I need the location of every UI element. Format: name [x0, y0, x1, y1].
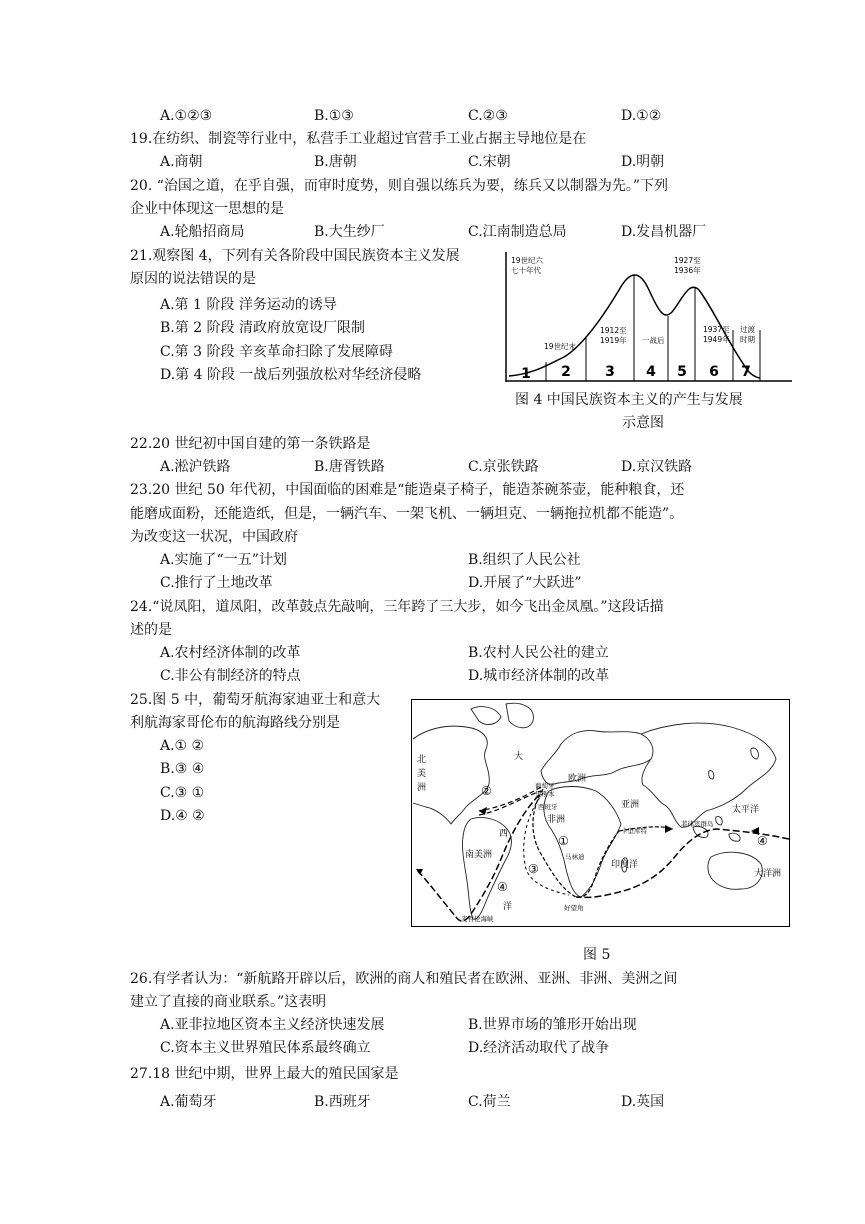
q18-option-d[interactable]: D.①② [621, 108, 662, 124]
svg-text:1949年: 1949年 [703, 335, 730, 344]
q24-option-c[interactable]: C.非公有制经济的特点 [160, 668, 301, 684]
svg-text:七十年代: 七十年代 [511, 266, 541, 275]
q21-option-c[interactable]: C.第 3 阶段 辛亥革命扫除了发展障碍 [160, 344, 393, 360]
q19-option-b[interactable]: B.唐朝 [314, 154, 357, 170]
q23-option-d[interactable]: D.开展了“大跃进” [468, 575, 582, 591]
q27-option-d[interactable]: D.英国 [621, 1094, 665, 1110]
q25-stem-line1: 25.图 5 中，葡萄牙航海家迪亚士和意大 [130, 692, 381, 708]
q27-stem: 27.18 世纪中期，世界上最大的殖民国家是 [130, 1066, 399, 1082]
q20-option-b[interactable]: B.大生纱厂 [314, 224, 385, 240]
q20-option-a[interactable]: A.轮船招商局 [160, 224, 245, 240]
q18-option-b[interactable]: B.①③ [314, 108, 354, 124]
route-4-marker: ④ [497, 880, 508, 894]
map-label-magellan: 麦哲伦海峡 [461, 915, 494, 923]
q23-stem-line2: 能磨成面粉，还能造纸，但是，一辆汽车、一架飞机、一辆坦克、一辆拖拉机都不能造”。 [130, 506, 684, 522]
q23-option-c[interactable]: C.推行了土地改革 [160, 575, 273, 591]
stage-2-label: 2 [561, 364, 571, 380]
q24-stem-line2: 述的是 [130, 622, 172, 638]
q25-stem-line2: 利航海家哥伦布的航海路线分别是 [130, 715, 340, 731]
q21-stem-line2: 原因的说法错误的是 [130, 271, 256, 287]
q22-option-a[interactable]: A.淞沪铁路 [160, 459, 231, 475]
svg-text:美: 美 [417, 769, 427, 779]
q20-stem-line1: 20. “治国之道，在乎自强，而审时度势，则自强以练兵为要，练兵又以制器为先。”下列 [130, 178, 669, 194]
q22-option-d[interactable]: D.京汉铁路 [621, 459, 693, 475]
q20-stem-line2: 企业中体现这一思想的是 [130, 201, 284, 217]
q23-option-a[interactable]: A.实施了“一五”计划 [160, 552, 287, 568]
q22-option-b[interactable]: B.唐胥铁路 [314, 459, 385, 475]
label-late-19c: 19世纪末 [544, 342, 577, 351]
q27-option-a[interactable]: A.葡萄牙 [160, 1094, 217, 1110]
map-label-asia: 亚洲 [621, 800, 640, 810]
q23-stem-line1: 23.20 世纪 50 年代初，中国面临的困难是“能造桌子椅子，能造茶碗茶壶，能种粮食，还 [130, 482, 685, 498]
q23-option-b[interactable]: B.组织了人民公社 [468, 552, 581, 568]
svg-text:1936年: 1936年 [674, 266, 701, 275]
q21-option-a[interactable]: A.第 1 阶段 洋务运动的诱导 [160, 297, 337, 313]
svg-text:1919年: 1919年 [600, 336, 627, 345]
label-1912: 1912至 [600, 326, 627, 335]
q26-stem-line2: 建立了直接的商业联系。”这表明 [130, 994, 327, 1010]
map-label-africa: 非洲 [547, 815, 566, 825]
label-postwar: 一战后 [642, 336, 665, 345]
route-3-marker: ③ [528, 862, 539, 876]
map-label-cape: 好望角 [564, 904, 584, 912]
q23-stem-line3: 为改变这一状况，中国政府 [130, 529, 298, 545]
q18-option-c[interactable]: C.②③ [468, 108, 508, 124]
q19-option-d[interactable]: D.明朝 [621, 154, 665, 170]
map-label-indian-ocean: 印度洋 [611, 860, 639, 870]
map-label-portugal: 葡萄牙 [535, 782, 555, 790]
map-label-philippines: 菲律宾群岛 [681, 820, 714, 828]
label-1927: 1927至 [674, 256, 701, 265]
map-label-europe: 欧洲 [568, 774, 587, 784]
stage-6-label: 6 [709, 364, 719, 380]
q24-option-d[interactable]: D.城市经济体制的改革 [468, 668, 610, 684]
map-label-malindi: 马林迪 [565, 853, 585, 861]
q24-option-b[interactable]: B.农村人民公社的建立 [468, 645, 609, 661]
map-label-atlantic-3: 洋 [503, 902, 513, 912]
map-label-atlantic-2: 西 [499, 829, 509, 839]
map-label-south-america: 南美洲 [465, 850, 493, 860]
q26-option-a[interactable]: A.亚非拉地区资本主义经济快速发展 [160, 1017, 385, 1033]
map-label-lisbon: 里斯本 [535, 790, 555, 798]
figure4-chart [504, 250, 794, 386]
map-label-calicut: 卡里库特 [621, 827, 647, 835]
q26-stem-line1: 26.有学者认为：“新航路开辟以后，欧洲的商人和殖民者在欧洲、亚洲、非洲、美洲之间 [130, 971, 678, 987]
q18-option-a[interactable]: A.①②③ [160, 108, 213, 124]
stage-1-label: 1 [521, 366, 531, 382]
map-label-atlantic-1: 大 [514, 752, 524, 762]
map-label-spain: 西班牙 [538, 803, 558, 811]
stage-5-label: 5 [677, 364, 687, 380]
q26-option-d[interactable]: D.经济活动取代了战争 [468, 1040, 610, 1056]
q19-option-c[interactable]: C.宋朝 [468, 154, 511, 170]
q22-option-c[interactable]: C.京张铁路 [468, 459, 539, 475]
q25-option-b[interactable]: B.③ ④ [160, 761, 205, 777]
q27-option-c[interactable]: C.荷兰 [468, 1094, 511, 1110]
label-transition: 过渡 [740, 325, 755, 334]
route-4b-marker: ④ [757, 834, 768, 848]
q22-stem: 22.20 世纪初中国自建的第一条铁路是 [130, 436, 371, 452]
q24-option-a[interactable]: A.农村经济体制的改革 [160, 645, 301, 661]
q19-option-a[interactable]: A.商朝 [160, 154, 203, 170]
route-1-marker: ① [558, 834, 569, 848]
map-label-north: 北 [417, 755, 427, 765]
q25-option-a[interactable]: A.① ② [160, 738, 205, 754]
q26-option-c[interactable]: C.资本主义世界殖民体系最终确立 [160, 1040, 371, 1056]
q27-option-b[interactable]: B.西班牙 [314, 1094, 371, 1110]
map-label-america: 洲 [417, 783, 427, 793]
q20-option-c[interactable]: C.江南制造总局 [468, 224, 567, 240]
map-label-oceania: 大洋洲 [754, 869, 782, 879]
q21-stem-line1: 21.观察图 4，下列有关各阶段中国民族资本主义发展 [130, 248, 460, 264]
map-label-pacific: 太平洋 [732, 805, 760, 815]
route-2-marker: ② [481, 784, 492, 798]
q24-stem-line1: 24.“说凤阳，道凤阳，改革鼓点先敲响，三年跨了三大步，如今飞出金凤凰。”这段话描 [130, 599, 664, 615]
label-1937: 1937至 [703, 325, 730, 334]
q25-option-d[interactable]: D.④ ② [160, 808, 205, 824]
q26-option-b[interactable]: B.世界市场的雏形开始出现 [468, 1017, 637, 1033]
figure4-caption-2: 示意图 [622, 415, 664, 431]
figure4-caption: 图 4 中国民族资本主义的产生与发展 [515, 392, 743, 408]
stage-7-label: 7 [741, 364, 751, 380]
q21-option-b[interactable]: B.第 2 阶段 清政府放宽设厂限制 [160, 320, 365, 336]
q20-option-d[interactable]: D.发昌机器厂 [621, 224, 707, 240]
svg-text:时期: 时期 [740, 335, 755, 344]
q25-option-c[interactable]: C.③ ① [160, 785, 205, 801]
q19-stem: 19.在纺织、制瓷等行业中，私营手工业超过官营手工业占据主导地位是在 [130, 131, 587, 147]
figure5-caption: 图 5 [583, 947, 611, 963]
stage-3-label: 3 [605, 364, 615, 380]
figure5-map [411, 699, 790, 927]
label-1860s: 19世纪六 [511, 256, 544, 265]
stage-4-label: 4 [646, 364, 656, 380]
q21-option-d[interactable]: D.第 4 阶段 一战后列强放松对华经济侵略 [160, 367, 422, 383]
